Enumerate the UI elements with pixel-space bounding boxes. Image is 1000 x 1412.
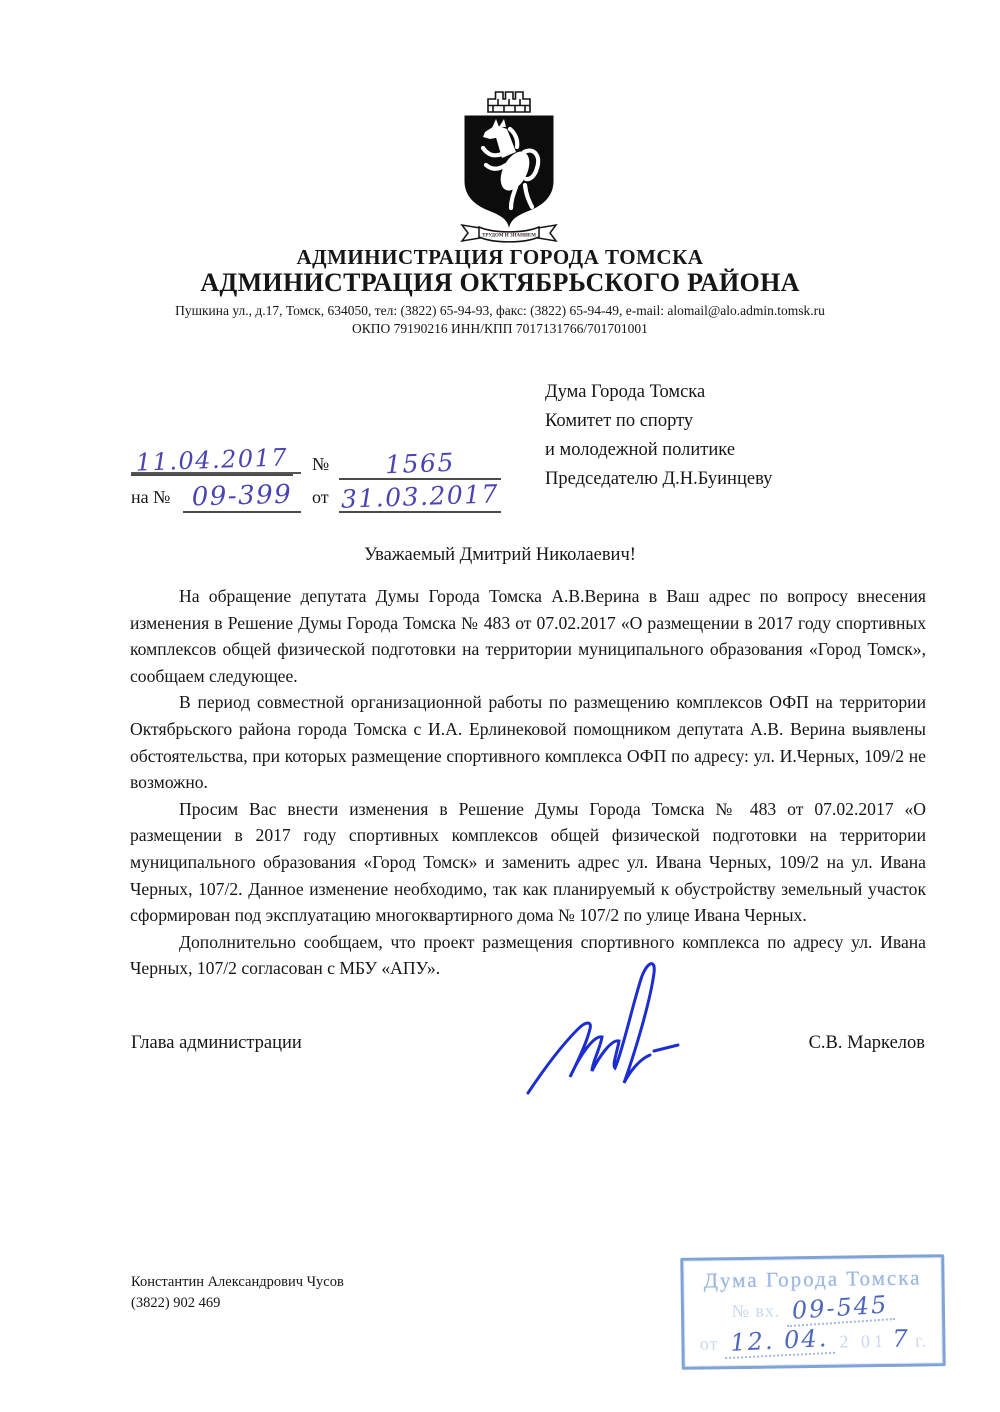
outgoing-date-field — [131, 442, 293, 476]
executor-block — [131, 1272, 344, 1314]
stamp-year-digit-handwriting: 7 — [892, 1324, 910, 1353]
signature-position: Глава администрации — [131, 1033, 302, 1053]
reply-number-handwriting: 09-399 — [191, 479, 293, 513]
stamp-year-suffix: г. — [915, 1330, 928, 1351]
salutation: Уважаемый Дмитрий Николаевич! — [364, 545, 636, 565]
reply-date-field — [339, 479, 501, 513]
signature-autograph — [520, 955, 720, 1100]
recipient-line: Председателю Д.Н.Буинцеву — [545, 469, 773, 489]
requisites-line: ОКПО 79190216 ИНН/КПП 7017131766/701701001 — [352, 321, 648, 336]
executor-phone: (3822) 902 469 — [131, 1295, 221, 1311]
reply-number-label: на № — [131, 487, 171, 507]
stamp-incoming-label: № вх. — [731, 1300, 781, 1322]
org-title-secondary: АДМИНИСТРАЦИЯ ОКТЯБРЬСКОГО РАЙОНА — [200, 268, 800, 297]
stamp-incoming-number-handwriting: 09-545 — [785, 1290, 895, 1327]
reply-number-field — [183, 479, 301, 513]
reference-block — [131, 442, 511, 517]
extra-line — [131, 472, 301, 474]
tomsk-coat-of-arms — [444, 84, 576, 246]
stamp-date-row — [684, 1324, 942, 1358]
recipient-line: и молодежной политике — [545, 440, 736, 460]
signature-name: С.В. Маркелов — [808, 1033, 925, 1053]
recipient-line: Комитет по спорту — [545, 411, 694, 431]
stamp-year-printed: 2 01 — [839, 1330, 888, 1352]
body-paragraph: Дополнительно сообщаем, что проект размещения спортивного комплекса по адресу ул. Ивана Черных, 107/2 согласован с МБУ «АПУ». — [130, 931, 926, 979]
reply-date-handwriting: 31.03.2017 — [340, 479, 500, 514]
org-title-primary: АДМИНИСТРАЦИЯ ГОРОДА ТОМСКА — [296, 245, 704, 269]
mural-crown-icon — [488, 92, 530, 112]
letter-body — [130, 583, 926, 982]
recipient-line: Дума Города Томска — [545, 382, 706, 402]
outgoing-number-handwriting: 1565 — [384, 447, 456, 480]
executor-name: Константин Александрович Чусов — [131, 1274, 344, 1290]
stamp-date-label: от — [699, 1333, 719, 1354]
body-paragraph: В период совместной организационной работы по размещению комплексов ОФП на территории Октябрьского района города Томска с И.А. Ерлинековой помощником депутата А.В. Верина выявлены обстоятельства, при которых размещение спортивного комплекса ОФП по адресу: ул. И.Черных, 109/2 не возможно. — [130, 692, 926, 793]
reply-date-label: от — [312, 487, 329, 507]
stamp-number-row — [684, 1292, 942, 1326]
stamp-org-line: Дума Города Томска — [703, 1265, 922, 1293]
incoming-stamp — [680, 1254, 946, 1370]
recipient-block — [545, 378, 772, 494]
contact-line: Пушкина ул., д.17, Томск, 634050, тел: (3822) 65-94-93, факс: (3822) 65-94-49, e-mail: alomail@alo.admin.tomsk.ru — [175, 303, 825, 318]
outgoing-date-handwriting: 11.04.2017 — [135, 443, 289, 477]
motto-text: ТРУДОМ И ЗНАНИЕМ — [482, 233, 536, 239]
stamp-date-handwriting: 12. 04. — [723, 1324, 834, 1359]
body-paragraph: Просим Вас внести изменения в Решение Думы Города Томска № 483 от 07.02.2017 «О размещении в 2017 году спортивных комплексов общей физической подготовки на территории муниципального образования «Город Томск» и заменить адрес ул. Ивана Черных, 109/2 на ул. Ивана Черных, 107/2. Данное изменение необходимо, так как планируемый к обустройству земельный участок сформирован под эксплуатацию многоквартирного дома № 107/2 по улице Ивана Черных. — [130, 798, 926, 926]
body-paragraph: На обращение депутата Думы Города Томска А.В.Верина в Ваш адрес по вопросу внесения изменения в Решение Думы Города Томска № 483 от 07.02.2017 «О размещении в 2017 году спортивных комплексов общей физической подготовки на территории муниципального образования «Город Томск», сообщаем следующее. — [130, 586, 926, 686]
number-label: № — [312, 454, 330, 474]
outgoing-number-field — [339, 446, 501, 480]
